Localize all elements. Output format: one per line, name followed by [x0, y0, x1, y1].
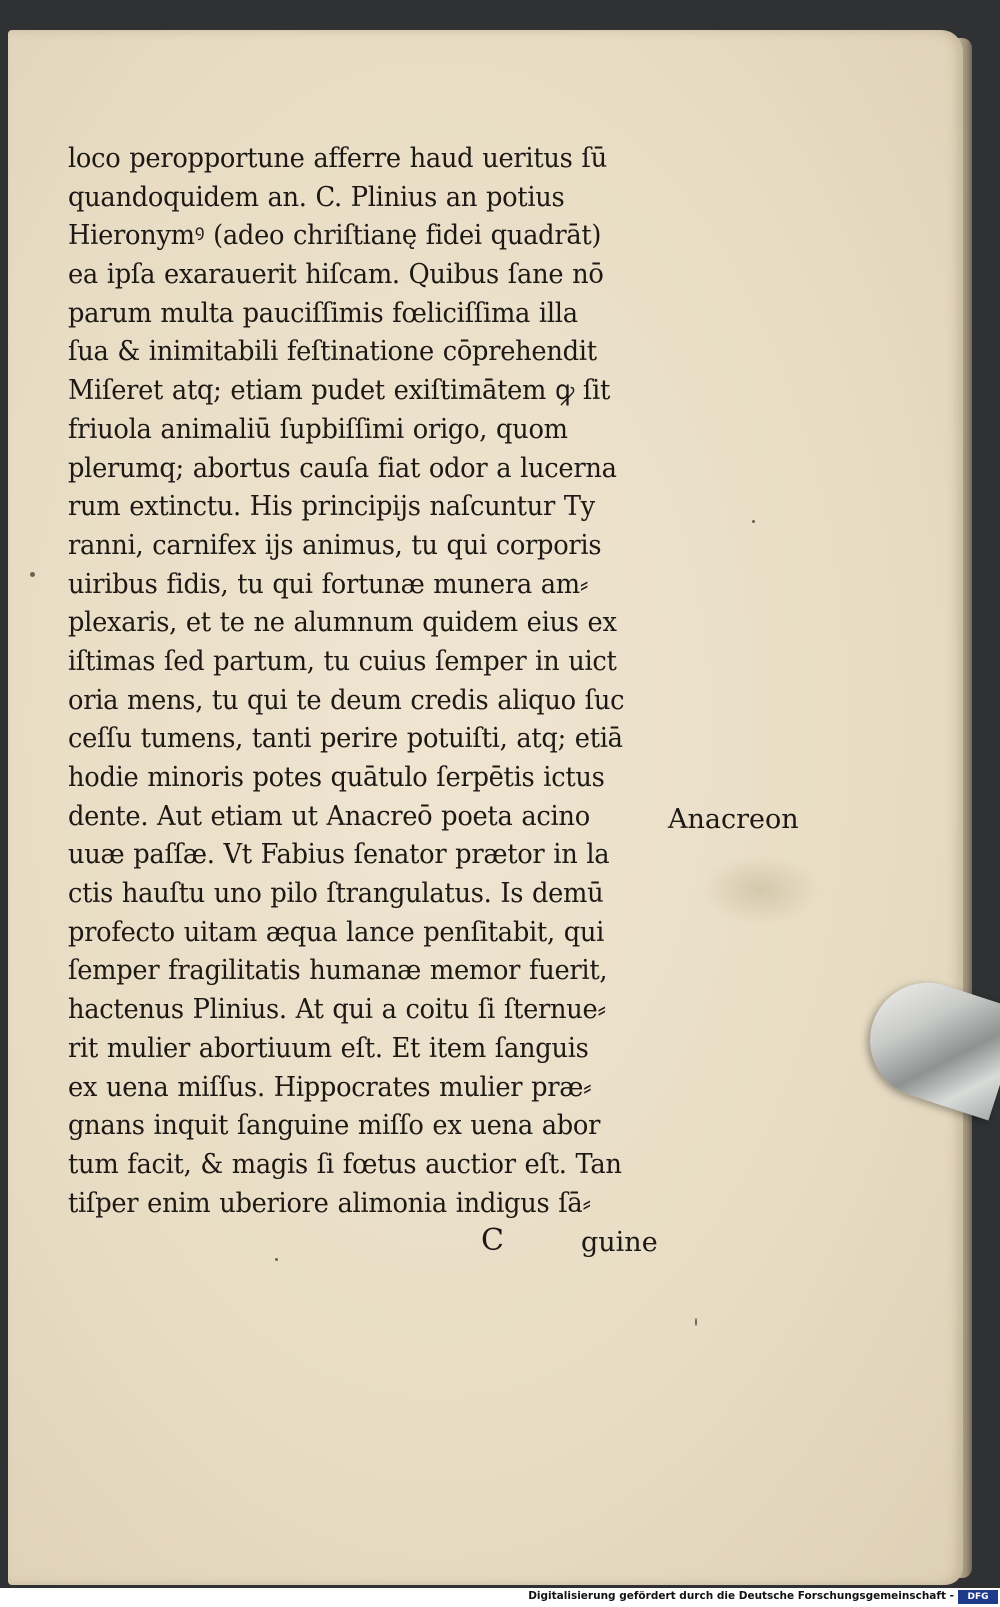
- text-line: friuola animaliū ſupbiſſimi origo, quom: [68, 413, 568, 445]
- text-line: tiſper enim uberiore alimonia indigus ſā⸗: [68, 1187, 591, 1219]
- text-line: oria mens, tu qui te deum credis aliquo ſuc: [68, 684, 625, 716]
- paper-stain: [700, 855, 820, 925]
- text-line: ceſſu tumens, tanti perire potuiſti, atq; etiā: [68, 723, 623, 755]
- text-line: ctis hauſtu uno pilo ſtrangulatus. Is demū: [68, 878, 604, 910]
- text-line: uiribus fidis, tu qui fortunæ munera am⸗: [68, 568, 589, 600]
- text-line: rit mulier abortiuum eſt. Et item ſanguis: [68, 1032, 589, 1064]
- marginal-note: Anacreon: [668, 804, 799, 835]
- text-line: parum multa pauciſſimis fœliciſſima illa: [68, 297, 578, 329]
- dfg-logo: DFG: [958, 1590, 998, 1604]
- text-line: hactenus Plinius. At qui a coitu ſi ſternue⸗: [68, 994, 606, 1026]
- text-line: rum extinctu. His principijs naſcuntur Ty: [68, 491, 595, 523]
- text-line: gnans inquit ſanguine miſſo ex uena abor: [68, 1110, 601, 1142]
- text-line: loco peropportune afferre haud ueritus ſū: [68, 143, 607, 174]
- page-footer-line: [68, 1223, 668, 1263]
- signature-mark: C: [481, 1223, 504, 1258]
- paper-speck: [275, 1258, 278, 1261]
- main-text-block: [68, 140, 698, 1223]
- text-line: ex uena miſſus. Hippocrates mulier præ⸗: [68, 1071, 592, 1103]
- paper-speck: [30, 572, 35, 577]
- text-line: Miſeret atq; etiam pudet exiſtimātem ꝙ ſit: [68, 375, 611, 407]
- text-line: Hieronymꝰ (adeo chriſtianę fidei quadrāt): [68, 220, 602, 252]
- paper-speck: [695, 1318, 697, 1326]
- text-line: ranni, carnifex ijs animus, tu qui corporis: [68, 529, 602, 561]
- text-line: plerumq; abortus cauſa fiat odor a lucerna: [68, 452, 617, 484]
- funding-notice: Digitalisierung gefördert durch die Deutsche Forschungsgemeinschaft -: [528, 1590, 954, 1602]
- catchword: guine: [581, 1227, 658, 1258]
- paper-speck: [752, 520, 755, 523]
- text-line: uuæ paſſæ. Vt Fabius ſenator prætor in la: [68, 839, 610, 871]
- text-line: quandoquidem an. C. Plinius an potius: [68, 181, 565, 213]
- text-line: profecto uitam æqua lance penſitabit, qui: [68, 916, 605, 948]
- text-line: ſemper fragilitatis humanæ memor fuerit,: [68, 955, 608, 987]
- text-line: iſtimas ſed partum, tu cuius ſemper in uict: [68, 645, 617, 677]
- text-line: ſua & inimitabili feſtinatione cōprehendit: [68, 336, 597, 368]
- text-line: ea ipſa exarauerit hiſcam. Quibus ſane nō: [68, 259, 604, 291]
- text-line: plexaris, et te ne alumnum quidem eius ex: [68, 607, 617, 639]
- text-line: tum facit, & magis ſi fœtus auctior eſt. Tan: [68, 1148, 622, 1180]
- text-line: dente. Aut etiam ut Anacreō poeta acino: [68, 800, 590, 832]
- text-line: hodie minoris potes quātulo ſerpētis ictus: [68, 762, 605, 793]
